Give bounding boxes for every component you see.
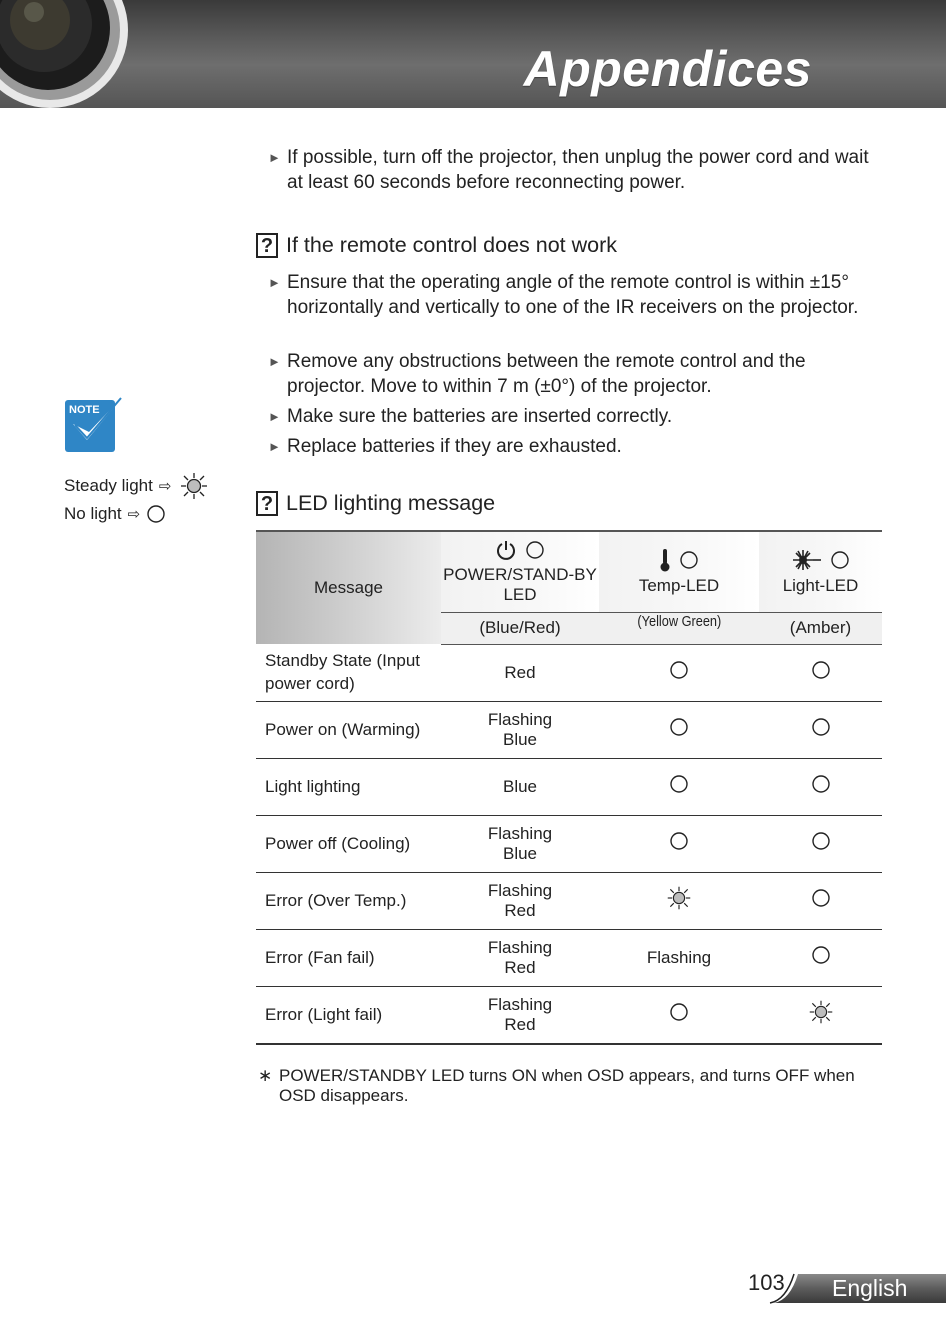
remote-bullet-1: ► Ensure that the operating angle of the remote control is within ±15° horizontally and vertically to one of the IR receivers on the projector. (268, 272, 859, 318)
projector-lens-graphic (0, 0, 130, 108)
remote-bullet-4: ► Replace batteries if they are exhausted. (268, 435, 878, 460)
steady-light-icon (759, 986, 882, 1044)
led-off-icon (599, 986, 759, 1044)
table-row: Error (Over Temp.) Flashing Red (256, 872, 882, 929)
led-off-icon (599, 815, 759, 872)
led-off-icon (759, 701, 882, 758)
led-off-icon (599, 758, 759, 815)
led-off-icon (830, 550, 850, 570)
bullet-arrow-icon: ► (268, 150, 281, 165)
lamp-burst-icon (792, 548, 822, 572)
col-header-light: Light-LED (759, 531, 882, 613)
table-row: Error (Light fail) Flashing Red (256, 986, 882, 1044)
remote-bullet-2: ► Remove any obstructions between the remote control and the projector. Move to within 7 m (±0°) of the projector. (268, 351, 806, 397)
sub-header-power: (Blue/Red) (441, 613, 599, 644)
bullet-arrow-icon: ► (268, 275, 281, 290)
arrow-right-icon: ⇨ (127, 506, 141, 523)
svg-text:NOTE: NOTE (69, 404, 100, 416)
steady-light-icon (179, 472, 209, 500)
legend-steady: Steady light ⇨ (64, 472, 209, 500)
table-row: Power off (Cooling) Flashing Blue (256, 815, 882, 872)
language-label: English (832, 1275, 908, 1301)
led-off-icon (679, 550, 699, 570)
sub-header-light: (Amber) (759, 613, 882, 644)
sub-header-temp: (Yellow Green) (599, 613, 759, 644)
led-off-icon (759, 644, 882, 701)
bullet-arrow-icon: ► (268, 439, 281, 454)
page-number: 103 (748, 1270, 785, 1295)
arrow-right-icon: ⇨ (158, 478, 172, 495)
led-table (256, 530, 882, 1045)
led-off-icon (599, 701, 759, 758)
bullet-arrow-icon: ► (268, 354, 281, 369)
question-icon: ? (256, 491, 278, 516)
page-header (0, 0, 946, 108)
note-check-icon (63, 392, 129, 456)
led-off-icon (525, 540, 545, 560)
table-row: Light lighting Blue (256, 758, 882, 815)
no-light-icon (146, 504, 166, 524)
footnote: ∗ POWER/STANDBY LED turns ON when OSD appears, and turns OFF when OSD disappears. (258, 1066, 855, 1105)
page-title: Appendices (523, 41, 812, 97)
legend-none: No light ⇨ (64, 504, 166, 524)
led-off-icon (759, 929, 882, 986)
col-header-power: POWER/STAND-BY LED (441, 531, 599, 613)
bullet-arrow-icon: ► (268, 409, 281, 424)
intro-bullet: ► If possible, turn off the projector, then unplug the power cord and wait at least 60 seconds before reconnecting power. (268, 147, 869, 193)
table-row: Error (Fan fail) Flashing Red Flashing (256, 929, 882, 986)
led-off-icon (759, 815, 882, 872)
table-row: Power on (Warming) Flashing Blue (256, 701, 882, 758)
remote-bullet-3: ► Make sure the batteries are inserted correctly. (268, 405, 878, 430)
power-icon (495, 539, 517, 561)
asterisk-icon: ∗ (258, 1066, 273, 1085)
steady-light-icon (599, 872, 759, 929)
col-header-message: Message (256, 531, 441, 644)
led-off-icon (759, 872, 882, 929)
col-header-temp: Temp-LED (599, 531, 759, 613)
led-off-icon (759, 758, 882, 815)
table-row: Standby State (Input power cord) Red (256, 644, 882, 701)
remote-section-heading: ? If the remote control does not work (256, 233, 617, 258)
led-section-heading: ? LED lighting message (256, 491, 495, 516)
question-icon: ? (256, 233, 278, 258)
thermometer-icon (659, 548, 671, 572)
led-off-icon (599, 644, 759, 701)
